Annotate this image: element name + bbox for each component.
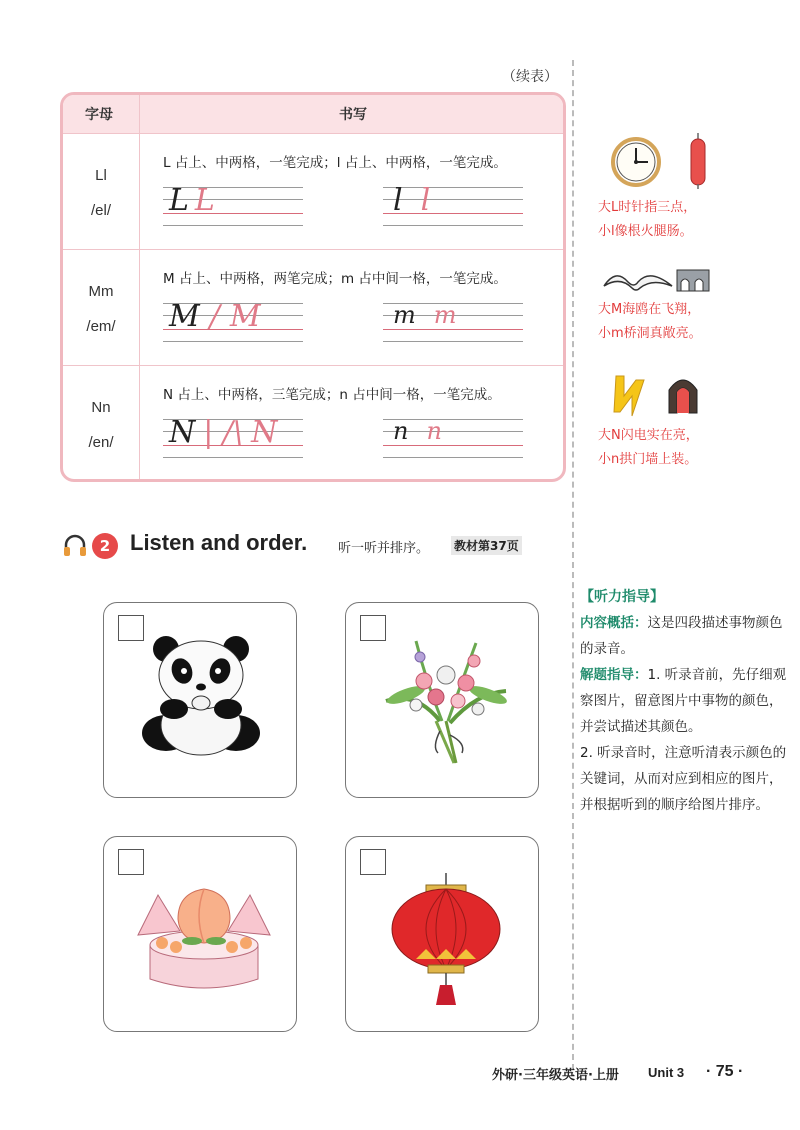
letter: Ll xyxy=(95,167,107,184)
header-letter: 字母 xyxy=(85,107,113,123)
handwriting-sample-upper: M / M xyxy=(169,299,261,334)
picture-card-lantern xyxy=(345,836,539,1032)
listening-guide-title: 【听力指导】 xyxy=(580,589,664,605)
section-title: Listen and order. xyxy=(130,530,308,555)
handwriting-sample-lower: n n xyxy=(393,417,442,445)
header-writing: 书写 xyxy=(339,107,367,123)
phonetic: /en/ xyxy=(88,434,114,451)
solution-step-1: 1. 听录音前，先仔细观察图片，留意图片中事物的颜色，并尝试描述其颜色。 xyxy=(580,667,787,735)
handwriting-sample-lower: m m xyxy=(393,301,457,329)
section-subtitle: 听一听并排序。 xyxy=(338,541,430,556)
page-number: · 75 · xyxy=(706,1063,744,1080)
phonetic: /el/ xyxy=(90,202,111,219)
writing-description: L 占上、中两格，一笔完成；l 占上、中两格，一笔完成。 xyxy=(163,155,507,171)
mnemonic-n: 大N闪电实在亮， 小n拱门墙上装。 xyxy=(598,428,699,467)
clock-icon xyxy=(610,136,662,188)
picture-card-bouquet xyxy=(345,602,539,798)
peach-cake-illustration xyxy=(134,875,274,995)
table-header xyxy=(63,95,563,133)
row-divider xyxy=(63,133,563,134)
section-number-badge: 2 xyxy=(92,533,118,559)
picture-card-panda xyxy=(103,602,297,798)
handwriting-sample-upper: N | /\ N xyxy=(169,415,278,450)
writing-description: N 占上、中两格，三笔完成；n 占中间一格，一笔完成。 xyxy=(163,387,501,403)
order-checkbox[interactable] xyxy=(360,849,386,875)
continued-label: （续表） xyxy=(502,69,558,85)
bridge-icon xyxy=(676,268,710,292)
mnemonic-m: 大M海鸥在飞翔， 小m桥洞真敞亮。 xyxy=(598,302,702,341)
table-row-letter xyxy=(63,283,139,353)
margin-divider xyxy=(572,60,574,1070)
picture-card-peach-cake xyxy=(103,836,297,1032)
mnemonic-l: 大L时针指三点， 小l像根火腿肠。 xyxy=(598,200,697,239)
handwriting-sample-upper: L L xyxy=(169,183,215,218)
flower-bouquet-illustration xyxy=(376,631,516,771)
arch-door-icon xyxy=(668,376,698,414)
headphones-icon xyxy=(62,532,88,558)
seagull-icon xyxy=(602,264,674,294)
handwriting-sample-lower: l l xyxy=(393,183,431,218)
red-lantern-illustration xyxy=(386,873,506,1007)
solution-step-2: 2. 听录音时，注意听清表示颜色的关键词，从而对应到相应的图片，并根据听到的顺序给图片排序。 xyxy=(580,745,787,813)
phonetic: /em/ xyxy=(86,318,116,335)
footer-unit: Unit 3 xyxy=(648,1065,685,1080)
row-divider xyxy=(63,249,563,250)
letter-writing-table xyxy=(60,92,566,482)
row-divider xyxy=(63,365,563,366)
letter: Mm xyxy=(88,283,114,300)
lightning-icon xyxy=(610,374,646,418)
listening-guide-text xyxy=(580,610,790,818)
solution-guide-label: 解题指导： xyxy=(580,667,648,683)
order-checkbox[interactable] xyxy=(118,849,144,875)
sausage-icon xyxy=(688,132,708,190)
footer-book-title: 外研·三年级英语·上册 xyxy=(492,1068,619,1083)
content-summary-label: 内容概括： xyxy=(580,615,648,631)
content-summary-text: 这是四段描述事物颜色的录音。 xyxy=(580,615,783,657)
letter: Nn xyxy=(91,399,111,416)
table-row-letter xyxy=(63,167,139,237)
table-row-letter xyxy=(63,399,139,469)
writing-description: M 占上、中两格，两笔完成；m 占中间一格，一笔完成。 xyxy=(163,271,507,287)
textbook-page-reference: 教材第37页 xyxy=(451,536,522,555)
column-divider xyxy=(139,95,140,479)
panda-illustration xyxy=(136,635,266,759)
